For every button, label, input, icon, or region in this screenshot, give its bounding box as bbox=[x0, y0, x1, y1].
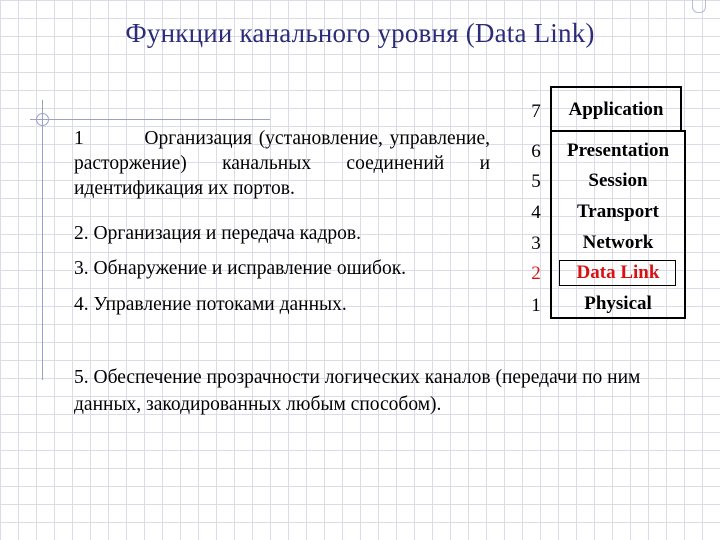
layer-transport: Transport bbox=[577, 201, 659, 222]
layer-number-2: 2 bbox=[531, 263, 541, 284]
function-item-5: 5. Обеспечение прозрачности логических каналов (передачи по ним данных, закодированных любым способом). bbox=[74, 367, 641, 415]
layer-application: Application bbox=[568, 99, 664, 120]
layer-data-link: Data Link bbox=[576, 262, 660, 283]
layer-physical: Physical bbox=[584, 293, 652, 314]
decorative-circle-icon bbox=[36, 113, 49, 126]
layer-number-7: 7 bbox=[531, 101, 541, 122]
layer-presentation: Presentation bbox=[566, 140, 670, 161]
function-item-3: 3. Обнаружение и исправление ошибок. bbox=[74, 258, 407, 279]
layer-number-4: 4 bbox=[531, 202, 541, 223]
layer-number-5: 5 bbox=[531, 171, 541, 192]
decorative-horizontal-line bbox=[30, 119, 270, 120]
layer-number-3: 3 bbox=[531, 233, 541, 254]
function-item-1: 1 Организация (установление, управление, расторжение) канальных соединений и идентификация их портов. bbox=[74, 128, 490, 199]
layer-number-6: 6 bbox=[531, 141, 541, 162]
decorative-vertical-line bbox=[42, 100, 43, 380]
layer-network: Network bbox=[582, 232, 654, 253]
function-item-2: 2. Организация и передача кадров. bbox=[74, 223, 361, 244]
function-item-4: 4. Управление потоками данных. bbox=[74, 294, 347, 315]
layer-number-1: 1 bbox=[531, 295, 541, 316]
layer-session: Session bbox=[588, 170, 648, 191]
corner-decoration bbox=[692, 0, 706, 13]
slide-title: Функции канального уровня (Data Link) bbox=[125, 18, 595, 48]
